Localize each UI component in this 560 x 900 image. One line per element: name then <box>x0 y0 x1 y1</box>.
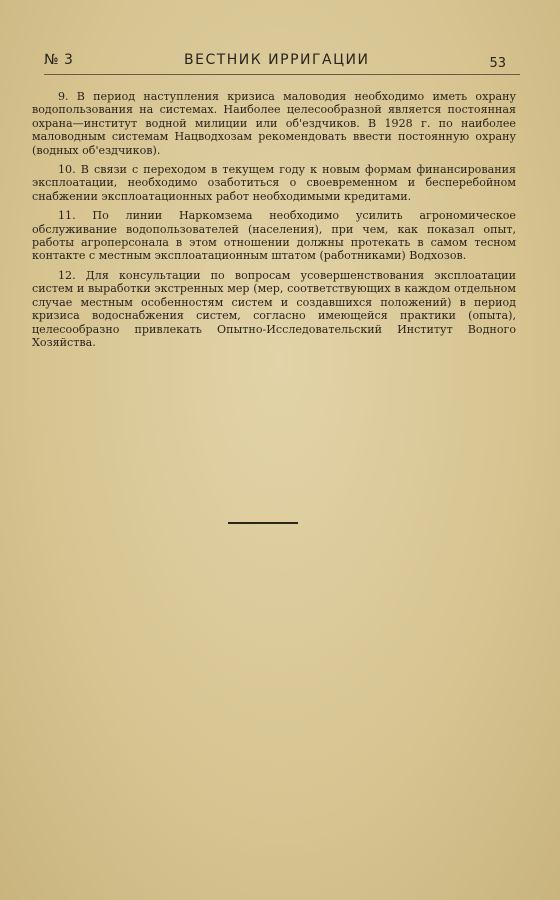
paragraph-9: 9. В период наступления кризиса маловодия необходимо иметь охрану водопользования на системах. Наиболее целесообразной является постоянная охрана—институт водной милиции или об'ездчиков. В 1928 г. по наиболее маловодным системам Нацводхозам рекомендовать ввести постоянную охрану (водных об'ездчиков). <box>32 90 516 157</box>
paragraph-10: 10. В связи с переходом в текущем году к новым формам финансирования эксплоатации, необходимо озаботиться о своевременном и бесперебойном снабжении эксплоатационных работ необходимыми кредитами. <box>32 163 516 203</box>
page-number: 53 <box>489 56 506 71</box>
body-text <box>32 90 516 355</box>
paragraph-12: 12. Для консультации по вопросам усовершенствования эксплоатации систем и выработки экстренных мер (мер, соответствующих в каждом отдельном случае местным особенностям систем и создавшихся положений) в период кризиса водоснабжения систем, согласно имеющейся практики (опыта), целесообразно привлекать Опытно-Исследовательский Институт Водного Хозяйства. <box>32 268 516 349</box>
section-end-rule <box>228 522 298 524</box>
running-header <box>44 52 520 75</box>
paragraph-11: 11. По линии Наркомзема необходимо усилить агрономическое обслуживание водопользователей (населения), при чем, как показал опыт, работы агроперсонала в этом отношении должны протекать в самом тесном контакте с местным эксплоатационным штатом (работниками) Водхозов. <box>32 209 516 263</box>
issue-number: № 3 <box>44 52 74 68</box>
journal-title: ВЕСТНИК ИРРИГАЦИИ <box>184 52 370 68</box>
